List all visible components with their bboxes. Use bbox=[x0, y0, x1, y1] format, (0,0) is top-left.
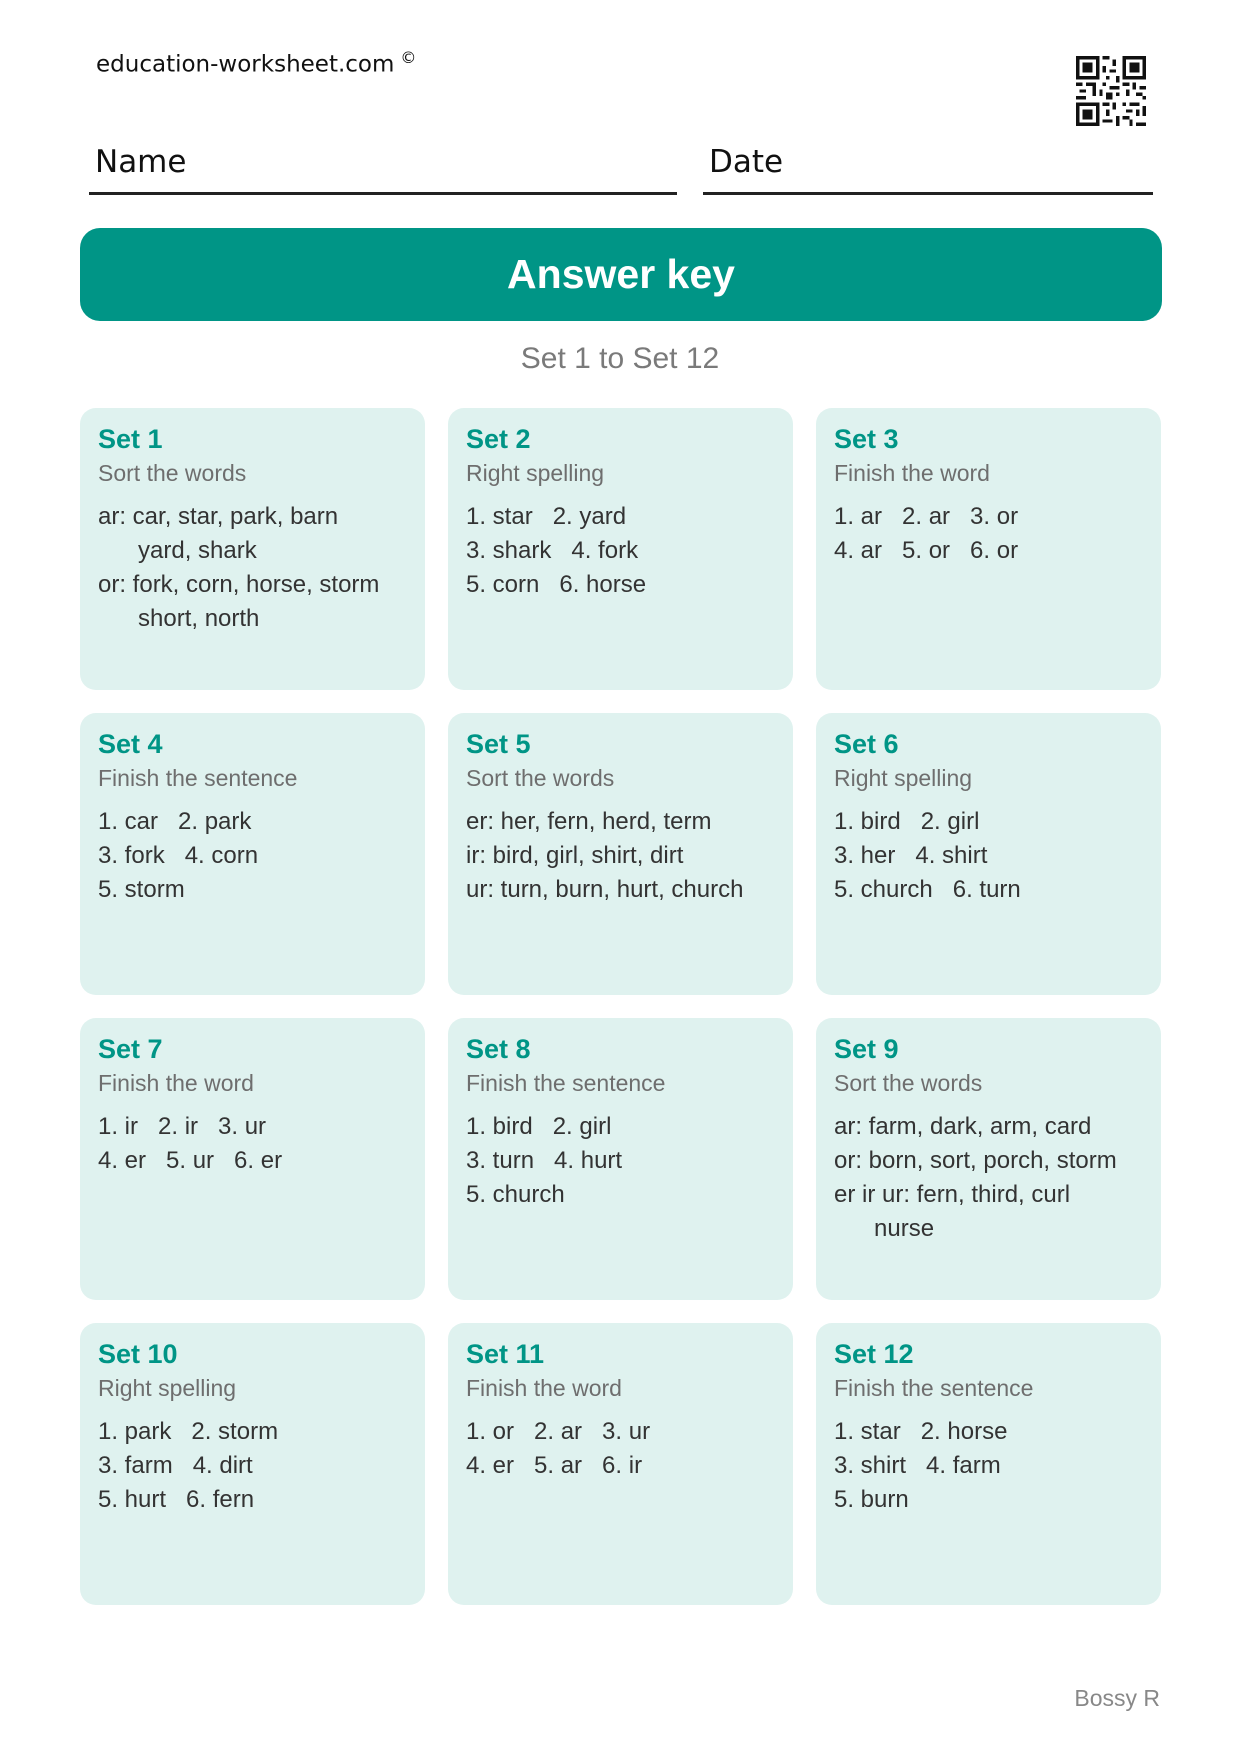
answer-set-card bbox=[816, 408, 1161, 690]
set-title: Set 4 bbox=[98, 729, 163, 759]
answer-line: short, north bbox=[98, 605, 260, 632]
set-task: Right spelling bbox=[98, 1375, 237, 1401]
answer-line: or: fork, corn, horse, storm bbox=[98, 571, 380, 598]
page-subtitle: Set 1 to Set 12 bbox=[520, 342, 720, 375]
set-title: Set 7 bbox=[98, 1034, 163, 1064]
answer-line: er: her, fern, herd, term bbox=[466, 808, 712, 835]
answer-set-card bbox=[80, 1323, 425, 1605]
set-title: Set 11 bbox=[466, 1339, 545, 1369]
answer-line: 1. car 2. park bbox=[98, 808, 252, 835]
answer-line: 5. church bbox=[466, 1181, 565, 1208]
qr-code-icon bbox=[1076, 56, 1146, 126]
answer-set-card bbox=[448, 713, 793, 995]
answer-line: yard, shark bbox=[98, 537, 257, 564]
set-task: Finish the sentence bbox=[466, 1070, 666, 1096]
date-field[interactable] bbox=[703, 140, 1153, 195]
set-title: Set 3 bbox=[834, 424, 899, 454]
set-task: Right spelling bbox=[466, 460, 605, 486]
set-title: Set 8 bbox=[466, 1034, 531, 1064]
set-title: Set 12 bbox=[834, 1339, 914, 1369]
answer-line: 1. ar 2. ar 3. or bbox=[834, 503, 1019, 530]
answer-line: 3. turn 4. hurt bbox=[466, 1147, 623, 1174]
set-title: Set 1 bbox=[98, 424, 163, 454]
answer-set-card bbox=[80, 1018, 425, 1300]
site-name bbox=[96, 48, 416, 78]
answer-set-card bbox=[448, 408, 793, 690]
answer-line: 3. shark 4. fork bbox=[466, 537, 639, 564]
answer-line: 5. corn 6. horse bbox=[466, 571, 647, 598]
answer-line: 3. her 4. shirt bbox=[834, 842, 988, 869]
answer-line: ar: farm, dark, arm, card bbox=[834, 1113, 1092, 1140]
set-task: Finish the word bbox=[98, 1070, 254, 1096]
answer-line: 5. storm bbox=[98, 876, 185, 903]
answer-line: ur: turn, burn, hurt, church bbox=[466, 876, 744, 903]
answer-set-card bbox=[448, 1018, 793, 1300]
answer-line: 1. star 2. horse bbox=[834, 1418, 1008, 1445]
set-title: Set 6 bbox=[834, 729, 899, 759]
set-task: Finish the word bbox=[834, 460, 990, 486]
answer-line: 3. shirt 4. farm bbox=[834, 1452, 1001, 1479]
answer-line: ir: bird, girl, shirt, dirt bbox=[466, 842, 684, 869]
set-task: Finish the word bbox=[466, 1375, 622, 1401]
answer-set-card bbox=[816, 1323, 1161, 1605]
set-title: Set 10 bbox=[98, 1339, 178, 1369]
date-label: Date bbox=[709, 144, 784, 180]
answer-line: ar: car, star, park, barn bbox=[98, 503, 339, 530]
set-task: Sort the words bbox=[98, 460, 247, 486]
answer-line: 1. bird 2. girl bbox=[834, 808, 980, 835]
answer-set-card bbox=[80, 408, 425, 690]
copyright-mark: © bbox=[400, 48, 417, 67]
answer-line: 1. star 2. yard bbox=[466, 503, 627, 530]
answer-line: or: born, sort, porch, storm bbox=[834, 1147, 1117, 1174]
answer-set-card bbox=[448, 1323, 793, 1605]
answer-line: 4. er 5. ar 6. ir bbox=[466, 1452, 643, 1479]
answer-line: 1. or 2. ar 3. ur bbox=[466, 1418, 651, 1445]
answer-line: 5. burn bbox=[834, 1486, 909, 1513]
set-title: Set 5 bbox=[466, 729, 531, 759]
answer-line: 3. fork 4. corn bbox=[98, 842, 259, 869]
set-task: Right spelling bbox=[834, 765, 973, 791]
name-field[interactable] bbox=[89, 140, 677, 195]
answer-line: 4. er 5. ur 6. er bbox=[98, 1147, 283, 1174]
name-label: Name bbox=[95, 144, 187, 180]
answer-line: 5. hurt 6. fern bbox=[98, 1486, 255, 1513]
answer-set-card bbox=[816, 713, 1161, 995]
worksheet-topic: Bossy R bbox=[1074, 1685, 1160, 1711]
answer-line: er ir ur: fern, third, curl bbox=[834, 1181, 1071, 1208]
set-task: Finish the sentence bbox=[834, 1375, 1034, 1401]
answer-line: nurse bbox=[834, 1215, 935, 1242]
answer-set-card bbox=[80, 713, 425, 995]
answer-line: 1. park 2. storm bbox=[98, 1418, 279, 1445]
site-url: education-worksheet.com bbox=[96, 51, 395, 78]
set-task: Finish the sentence bbox=[98, 765, 298, 791]
answer-line: 5. church 6. turn bbox=[834, 876, 1021, 903]
set-title: Set 2 bbox=[466, 424, 531, 454]
set-task: Sort the words bbox=[466, 765, 615, 791]
set-title: Set 9 bbox=[834, 1034, 899, 1064]
answer-line: 1. bird 2. girl bbox=[466, 1113, 612, 1140]
answer-set-card bbox=[816, 1018, 1161, 1300]
answer-line: 3. farm 4. dirt bbox=[98, 1452, 253, 1479]
set-task: Sort the words bbox=[834, 1070, 983, 1096]
answer-line: 1. ir 2. ir 3. ur bbox=[98, 1113, 267, 1140]
answer-line: 4. ar 5. or 6. or bbox=[834, 537, 1019, 564]
answer-key-banner: Answer key bbox=[80, 228, 1162, 321]
